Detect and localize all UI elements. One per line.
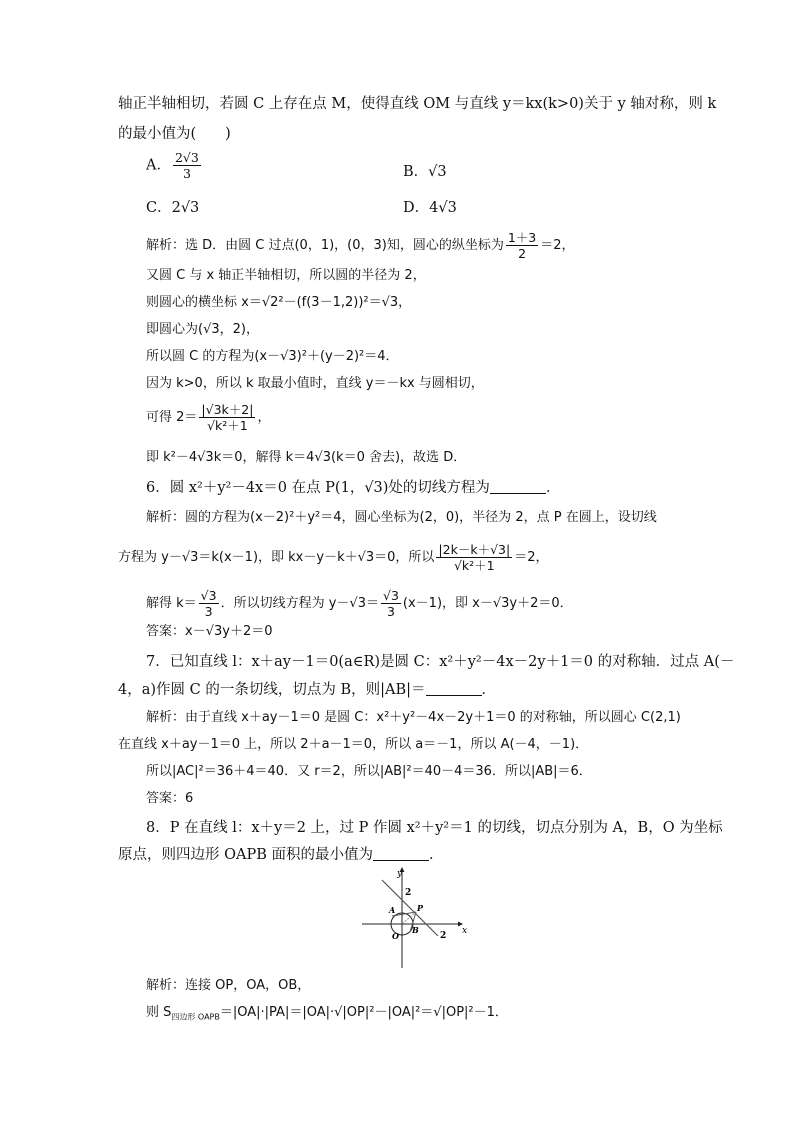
q8-solution2-subscript: 四边形 OAPB	[171, 1012, 220, 1022]
q5-solution-line7	[146, 402, 270, 433]
q7-answer: 答案：6	[146, 791, 194, 806]
q7-solution-line3: 所以|AC|²＝36＋4＝40．又 r＝2，所以|AB|²＝40－4＝36．所以|AB|＝6．	[146, 764, 592, 779]
q6-solution3-text: 解得 k＝	[146, 596, 197, 611]
q5-option-d: D．4√3	[403, 200, 457, 216]
q8-solution-line2	[146, 1003, 508, 1028]
q5-solution-line8: 即 k²－4√3k＝0，解得 k＝4√3(k＝0 舍去)，故选 D．	[146, 450, 467, 465]
q5-solution-frac-num: 1＋3	[507, 230, 537, 245]
q5-solution7-num: |√3k＋2|	[201, 402, 254, 417]
tangent-pa	[392, 912, 416, 916]
q6-solution-line1: 解析：圆的方程为(x－2)²＋y²＝4，圆心坐标为(2，0)，半径为 2，点 P 在圆上，设切线	[146, 510, 657, 525]
q7-solution-line2: 在直线 x＋ay－1＝0 上，所以 2＋a－1＝0，所以 a＝－1，所以 A(－4，－1)．	[118, 737, 589, 752]
q5-option-a	[146, 150, 203, 181]
q5-option-a-num: 2√3	[174, 150, 199, 165]
q7-solution-line1: 解析：由于直线 x＋ay－1＝0 是圆 C：x²＋y²－4x－2y＋1＝0 的对称轴，所以圆心 C(2,1)	[146, 710, 681, 725]
q8-solution2-end: ＝|OA|·|PA|＝|OA|·√|OP|²－|OA|²＝√|OP|²－1．	[219, 1005, 508, 1020]
q5-solution-line5: 所以圆 C 的方程为(x－√3)²＋(y－2)²＝4．	[146, 349, 399, 364]
q7-stem-line2	[118, 680, 496, 700]
q8-stem2-text: 原点，则四边形 OAPB 面积的最小值为	[118, 847, 373, 863]
q5-solution-frac-den: 2	[518, 246, 527, 261]
q5-solution-line3: 则圆心的横坐标 x＝√2²－(f(3－1,2))²＝√3，	[146, 295, 412, 310]
q5-solution7-end: ，	[257, 410, 271, 425]
q6-solution3-end: (x－1)，即 x－√3y＋2＝0．	[402, 596, 573, 611]
point-a-label: A	[389, 905, 396, 915]
q8-stem2-end: ．	[429, 847, 444, 863]
x-intercept-label: 2	[440, 931, 447, 941]
q6-stem	[146, 478, 560, 498]
q6-solution3-num2: √3	[382, 588, 399, 603]
q6-solution3-den2: 3	[386, 604, 395, 619]
x-axis-label: x	[462, 926, 468, 936]
q5-solution-text-end: ＝2，	[540, 238, 575, 253]
q5-option-a-den: 3	[182, 166, 191, 181]
q6-solution2-den: √k²＋1	[453, 558, 495, 573]
q5-option-a-label: A．	[146, 157, 171, 174]
q6-solution3-den1: 3	[204, 604, 213, 619]
answer-blank	[490, 479, 546, 494]
q6-solution2-text: 方程为 y－√3＝k(x－1)，即 kx－y－k＋√3＝0，所以	[118, 550, 435, 565]
q5-option-c: C．2√3	[146, 200, 200, 216]
q6-solution3-num1: √3	[200, 588, 217, 603]
q5-solution-line4: 即圆心为(√3，2)，	[146, 322, 259, 337]
q8-solution2-text: 则 S	[146, 1005, 172, 1020]
q5-solution7-text: 可得 2＝	[146, 410, 198, 425]
y-axis-label: y	[397, 869, 403, 879]
point-b-label: B	[412, 925, 419, 935]
y-intercept-label: 2	[405, 888, 412, 898]
q6-solution3-mid: ．所以切线方程为 y－√3＝	[220, 596, 379, 611]
q8-figure-svg	[358, 862, 468, 972]
q5-solution-line1	[146, 230, 575, 261]
q6-answer: 答案：x－√3y＋2＝0	[146, 624, 273, 639]
q7-stem-line1: 7．已知直线 l：x＋ay－1＝0(a∈R)是圆 C：x²＋y²－4x－2y＋1＝0 的对称轴．过点 A(－	[146, 654, 735, 670]
q8-stem-line1: 8．P 在直线 l：x＋y＝2 上，过 P 作圆 x²＋y²＝1 的切线，切点分别为 A，B，O 为坐标	[146, 820, 723, 836]
q5-stem-line1: 轴正半轴相切，若圆 C 上存在点 M，使得直线 OM 与直线 y＝kx(k>0)关于 y 轴对称，则 k	[118, 96, 717, 112]
q6-solution2-num: |2k－k＋√3|	[438, 542, 511, 557]
q5-solution7-den: √k²＋1	[207, 418, 248, 433]
answer-blank	[426, 681, 482, 696]
q8-figure	[358, 862, 468, 976]
q8-solution-line1: 解析：连接 OP，OA，OB，	[146, 978, 311, 993]
q6-solution-line2	[118, 542, 548, 573]
origin-label: O	[392, 931, 399, 941]
q5-solution-text: 解析：选 D．由圆 C 过点(0，1)，(0，3)知，圆心的纵坐标为	[146, 238, 504, 253]
q6-solution2-end: ＝2，	[514, 550, 549, 565]
q6-stem-end: ．	[545, 480, 561, 496]
q6-solution-line3	[146, 588, 573, 619]
point-p-label: P	[417, 903, 424, 913]
answer-blank	[373, 846, 429, 861]
q7-stem2-text: 4，a)作圆 C 的一条切线，切点为 B，则|AB|＝	[118, 682, 426, 698]
q5-solution-line2: 又圆 C 与 x 轴正半轴相切，所以圆的半径为 2，	[146, 268, 426, 283]
q7-stem2-end: ．	[481, 682, 497, 698]
q5-stem-line2: 的最小值为( )	[118, 126, 231, 142]
q5-solution-line6: 因为 k>0，所以 k 取最小值时，直线 y＝－kx 与圆相切，	[146, 376, 484, 391]
q6-stem-text: 6．圆 x²＋y²－4x＝0 在点 P(1，√3)处的切线方程为	[146, 480, 490, 496]
q5-option-b: B．√3	[403, 164, 447, 180]
